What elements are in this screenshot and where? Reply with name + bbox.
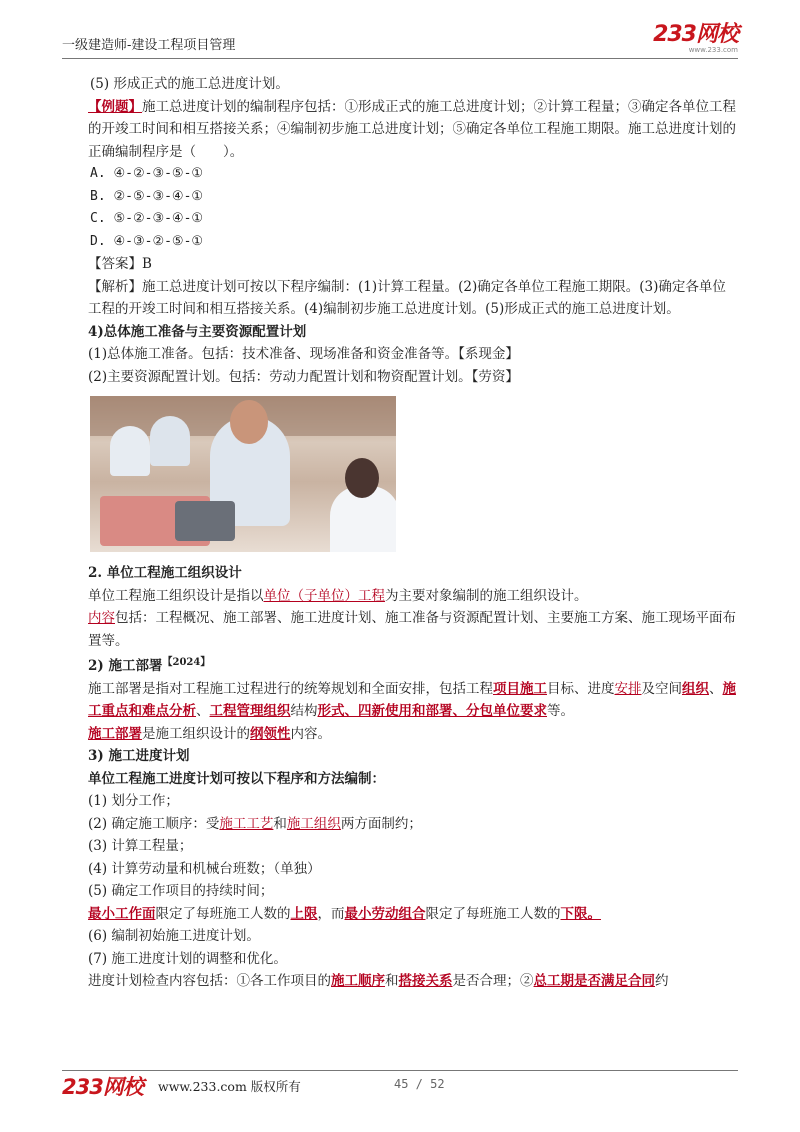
highlight: 工程管理组织 — [209, 703, 291, 719]
sched-step-6: (6) 编制初始施工进度计划。 — [88, 928, 260, 944]
page-header — [62, 22, 738, 58]
sched-step-1: (1) 划分工作； — [88, 793, 179, 809]
highlight: 最小工作面 — [88, 905, 156, 922]
step-5: (5) 形成正式的施工总进度计划。 — [90, 76, 289, 92]
heading-prep: 4)总体施工准备与主要资源配置计划 — [88, 323, 307, 340]
example-tag: 【例题】 — [88, 98, 142, 115]
text: ，而 — [317, 905, 345, 922]
text: 结构 — [290, 703, 318, 719]
text: 等。 — [547, 703, 574, 719]
footer-copyright: www.233.com 版权所有 — [158, 1079, 301, 1094]
highlight: 项目施工 — [493, 680, 547, 697]
text: 限定了每班施工人数的 — [425, 905, 561, 922]
text: 约 — [655, 973, 669, 989]
example-question — [88, 96, 738, 164]
page-number: 45 / 52 — [394, 1077, 445, 1091]
highlight: 内容 — [88, 610, 115, 626]
text: 是施工组织设计的 — [142, 725, 250, 742]
highlight: 用和部署、分包单位要求 — [398, 703, 547, 719]
text: 单位工程施工组织设计是指以 — [88, 587, 264, 604]
heading-schedule: 3) 施工进度计划 — [88, 748, 190, 764]
answer: 【答案】B — [88, 256, 152, 272]
text: 和 — [273, 815, 287, 832]
text: 两方面制约； — [340, 815, 422, 832]
text: 施工部署是指对工程施工过程进行的统筹规划和全面安排，包括工程 — [88, 680, 493, 697]
option-d: D. ④-③-②-⑤-① — [90, 233, 204, 249]
text: (2) 确定施工顺序：受 — [88, 815, 220, 832]
highlight: 施工顺序 — [331, 973, 385, 989]
highlight: 单位（子单位）工程 — [263, 587, 385, 604]
header-title: 一级建造师-建设工程项目管理 — [62, 38, 236, 53]
document-body — [88, 73, 738, 993]
unit-definition — [88, 585, 738, 608]
header-divider — [62, 58, 738, 59]
highlight: 上限 — [290, 905, 318, 922]
sched-step-7: (7) 施工进度计划的调整和优化。 — [88, 950, 287, 967]
option-c: C. ⑤-②-③-④-① — [90, 211, 204, 226]
money-counting-photo — [90, 396, 396, 552]
prep-item-1: (1)总体施工准备。包括：技术准备、现场准备和资金准备等。【系现金】 — [88, 346, 519, 362]
check-content — [88, 970, 738, 993]
brand-logo — [653, 24, 738, 54]
sched-step-2 — [88, 813, 738, 836]
text: 为主要对象编制的施工组织设计。 — [385, 587, 588, 604]
highlight: 组织 — [682, 680, 709, 697]
text: 进度计划检查内容包括：①各工作项目的 — [88, 973, 331, 989]
highlight: 形式、四新使 — [317, 703, 399, 719]
text: 内容。 — [290, 725, 331, 742]
footer-divider — [62, 1070, 738, 1071]
option-b: B. ②-⑤-③-④-① — [90, 188, 204, 204]
content-scope — [88, 607, 738, 652]
highlight: 总工期是否满足合同 — [533, 973, 655, 989]
text: 限定了每班施工人数的 — [155, 905, 291, 922]
example-text: 施工总进度计划的编制程序包括：①形成正式的施工总进度计划；②计算工程量；③确定各单位工程的开竣工时间和相互搭接关系；④编制初步施工总进度计划；⑤确定各单位工程施工期限。施工总进度计划的正确编制程序是（ ）。 — [88, 98, 736, 160]
footer-logo: 233网校 — [62, 1075, 143, 1099]
year-tag: 【2024】 — [162, 657, 211, 668]
heading-text: 2) 施工部署 — [88, 658, 163, 674]
highlight: 施工工艺 — [219, 815, 274, 832]
prep-item-2: (2)主要资源配置计划。包括：劳动力配置计划和物资配置计划。【劳资】 — [88, 368, 519, 385]
min-work-note — [88, 903, 738, 926]
schedule-intro: 单位工程施工进度计划可按以下程序和方法编制： — [88, 770, 385, 787]
text: 和 — [385, 973, 399, 989]
text: 目标、进度 — [547, 680, 615, 697]
deploy-definition — [88, 678, 738, 723]
analysis — [88, 276, 738, 321]
heading-deploy — [88, 652, 738, 678]
analysis-text: 施工总进度计划可按以下程序编制：(1)计算工程量。(2)确定各单位工程施工期限。(3)确定各单位工程的开竣工时间和相互搭接关系。(4)编制初步施工总进度计划。(5)形成正式的施工总进度计划。 — [88, 278, 726, 317]
heading-unit-design: 2. 单位工程施工组织设计 — [88, 565, 242, 581]
logo-text: 233网校 — [653, 22, 738, 47]
sched-step-4: (4) 计算劳动量和机械台班数；（单独） — [88, 860, 321, 877]
text: 、 — [196, 703, 210, 719]
text: 及空间 — [641, 680, 682, 697]
highlight: 施工部署 — [88, 725, 142, 742]
highlight: 纲领性 — [250, 725, 291, 742]
option-a: A. ④-②-③-⑤-① — [90, 166, 204, 181]
sched-step-5: (5) 确定工作项目的持续时间； — [88, 883, 274, 899]
highlight: 搭接关系 — [398, 973, 453, 989]
deploy-key — [88, 723, 738, 746]
highlight: 下限。 — [560, 905, 601, 922]
highlight: 安排 — [614, 680, 642, 697]
text: 、 — [709, 680, 723, 697]
text: 包括：工程概况、施工部署、施工进度计划、施工准备与资源配置计划、主要施工方案、施工现场平面布置等。 — [88, 610, 736, 649]
highlight: 施工重点和难点分析 — [88, 680, 736, 719]
highlight: 最小劳动组合 — [344, 905, 426, 922]
page-footer — [62, 1074, 738, 1100]
sched-step-3: (3) 计算工程量； — [88, 838, 193, 854]
analysis-tag: 【解析】 — [88, 278, 142, 295]
highlight: 施工组织 — [286, 815, 341, 832]
text: 是否合理；② — [452, 973, 534, 989]
logo-url: www.233.com — [688, 46, 738, 54]
